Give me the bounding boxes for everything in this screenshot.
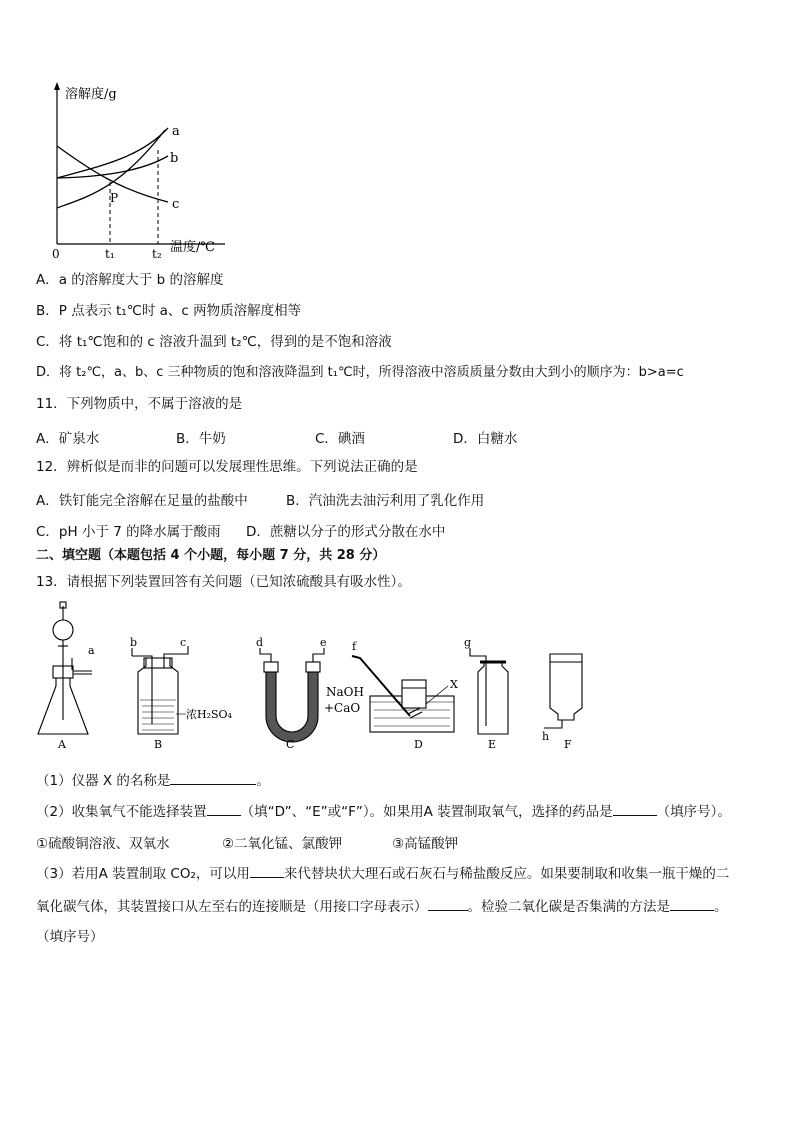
q13-part3-text4: 。检验二氧化碳是否集满的方法是 bbox=[467, 899, 670, 915]
answer-blank-2[interactable] bbox=[207, 801, 241, 816]
choice-2: ②二氧化锰、氯酸钾 bbox=[222, 836, 343, 852]
curve-b-label: b bbox=[170, 151, 179, 166]
apparatus-d bbox=[352, 656, 454, 732]
origin-label: 0 bbox=[52, 247, 60, 260]
choice-3: ③高锰酸钾 bbox=[392, 836, 459, 852]
choice-1: ①硫酸铜溶液、双氧水 bbox=[36, 836, 170, 852]
label-x: X bbox=[450, 678, 458, 691]
apparatus-diagram bbox=[30, 600, 590, 752]
answer-blank-6[interactable] bbox=[670, 896, 714, 911]
curve-b bbox=[57, 156, 168, 178]
label-apparatus-b: B bbox=[154, 738, 163, 751]
curve-a bbox=[57, 128, 168, 178]
apparatus-c bbox=[260, 648, 324, 742]
answer-blank-5[interactable] bbox=[428, 896, 468, 911]
q13-stem: 13．请根据下列装置回答有关问题（已知浓硫酸具有吸水性）。 bbox=[36, 574, 411, 590]
q12-option-b: B．汽油洗去油污利用了乳化作用 bbox=[286, 493, 485, 509]
q13-part3-text3: 氧化碳气体，其装置接口从左至右的连接顺是（用接口字母表示） bbox=[36, 899, 428, 915]
apparatus-b bbox=[132, 646, 188, 734]
q13-part1-end: 。 bbox=[256, 773, 270, 789]
point-p-label: P bbox=[110, 191, 119, 205]
curve-c-label: c bbox=[172, 197, 180, 212]
q13-part2 bbox=[36, 801, 731, 821]
q11-option-a: A．矿泉水 bbox=[36, 431, 100, 447]
q11-option-d: D．白糖水 bbox=[453, 431, 518, 447]
answer-blank-1[interactable] bbox=[170, 770, 256, 785]
q13-part2-text2: （填“D”、“E”或“F”）。如果用A 装置制取氧气，选择的药品是 bbox=[240, 804, 613, 820]
y-axis-label: 溶解度/g bbox=[65, 87, 117, 102]
curve-a-label: a bbox=[172, 124, 180, 139]
q13-part3-text2: 来代替块状大理石或石灰石与稀盐酸反应。如果要制取和收集一瓶干燥的二 bbox=[283, 866, 730, 882]
q12-option-c: C．pH 小于 7 的降水属于酸雨 bbox=[36, 524, 221, 540]
solubility-graph bbox=[40, 78, 230, 260]
answer-blank-3[interactable] bbox=[613, 801, 657, 816]
label-d-port: d bbox=[256, 636, 264, 649]
q11-stem: 11．下列物质中，不属于溶液的是 bbox=[36, 396, 243, 412]
q13-part1 bbox=[36, 770, 270, 790]
q11-option-b: B．牛奶 bbox=[176, 431, 226, 447]
apparatus-e bbox=[470, 648, 508, 734]
label-apparatus-d: D bbox=[414, 738, 423, 751]
answer-blank-4[interactable] bbox=[250, 863, 284, 878]
q13-part3-line3: （填序号） bbox=[36, 929, 104, 945]
q12-option-a: A．铁钉能完全溶解在足量的盐酸中 bbox=[36, 493, 248, 509]
label-apparatus-f: F bbox=[564, 738, 572, 751]
q13-part2-end: （填序号）。 bbox=[656, 804, 731, 820]
label-f-port: f bbox=[352, 640, 357, 653]
q10-option-a: A．a 的溶解度大于 b 的溶解度 bbox=[36, 272, 224, 288]
apparatus-a bbox=[38, 602, 92, 734]
q13-part1-text: （1）仪器 X 的名称是 bbox=[36, 773, 171, 789]
q12-option-d: D．蔗糖以分子的形式分散在水中 bbox=[246, 524, 446, 540]
label-a-port: a bbox=[88, 644, 95, 657]
label-cao: +CaO bbox=[324, 701, 361, 715]
label-apparatus-e: E bbox=[488, 738, 497, 751]
q13-part2-text: （2）收集氧气不能选择装置 bbox=[36, 804, 207, 820]
label-g-port: g bbox=[464, 636, 472, 649]
label-apparatus-a: A bbox=[58, 738, 66, 751]
section-heading: 二、填空题（本题包括 4 个小题，每小题 7 分，共 28 分） bbox=[36, 548, 386, 563]
q10-option-c: C．将 t₁℃饱和的 c 溶液升温到 t₂℃，得到的是不饱和溶液 bbox=[36, 334, 392, 350]
t1-label: t₁ bbox=[105, 247, 115, 260]
label-h-port: h bbox=[542, 730, 550, 743]
q10-option-d: D．将 t₂℃，a、b、c 三种物质的饱和溶液降温到 t₁℃时，所得溶液中溶质质量分数由大到小的顺序为：b>a=c bbox=[36, 365, 684, 380]
label-naoh: NaOH bbox=[326, 685, 364, 699]
q12-stem: 12．辨析似是而非的问题可以发展理性思维。下列说法正确的是 bbox=[36, 459, 418, 475]
q10-option-b: B．P 点表示 t₁℃时 a、c 两物质溶解度相等 bbox=[36, 303, 302, 319]
x-axis-label: 温度/℃ bbox=[170, 240, 215, 255]
label-b-port: b bbox=[130, 636, 138, 649]
q13-part3-line1 bbox=[36, 863, 729, 883]
label-c-port: c bbox=[180, 636, 187, 649]
t2-label: t₂ bbox=[152, 247, 162, 260]
q13-part3-text: （3）若用A 装置制取 CO₂，可以用 bbox=[36, 866, 250, 882]
q11-option-c: C．碘酒 bbox=[315, 431, 365, 447]
label-apparatus-c: C bbox=[286, 738, 295, 751]
q13-part3-line2 bbox=[36, 896, 728, 916]
q13-part3-end: 。 bbox=[714, 899, 728, 915]
apparatus-f bbox=[544, 654, 582, 728]
label-h2so4: 浓H₂SO₄ bbox=[186, 708, 232, 721]
label-e-port: e bbox=[320, 636, 327, 649]
